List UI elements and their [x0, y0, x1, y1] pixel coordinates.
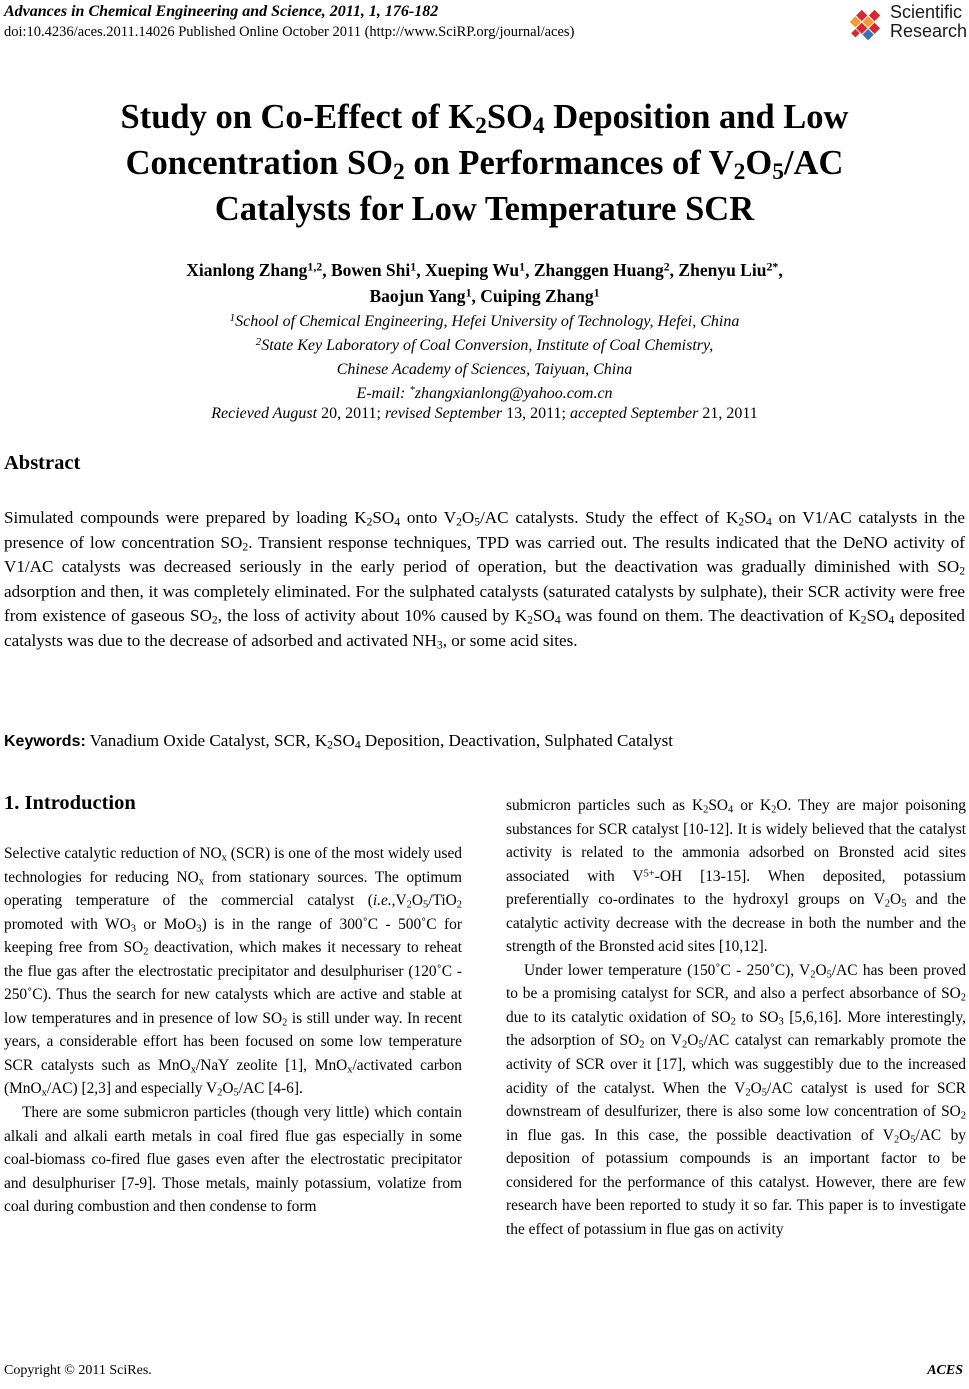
- abstract-text: Simulated compounds were prepared by loading $K_2SO_4$ onto $V_2O_5/AC$ catalysts. Study the effect of $K_2SO_4$ on V1/AC catalysts in the presence of low concentration $SO_2$. Transient response techniques, TPD was carried out. The results indicated that the DeNO activity of V1/AC catalysts was decreased seriously in the early period of operation, but the deactivation was gradually diminished with $SO_2$ adsorption and then, it was completely eliminated. For the sulphated catalysts (saturated catalysts by sulphate), their SCR activity were free from existence of gaseous $SO_2$, the loss of activity about 10% caused by $K_2SO_4$ was found on them. The deactivation of $K_2SO_4$ deposited catalysts was due to the decrease of adsorbed and activated $NH_3$, or some acid sites.: [4, 508, 966, 652]
- affiliation-3: Chinese Academy of Sciences, Taiyuan, China: [336, 361, 633, 378]
- affiliation-2: $^2$State Key Laboratory of Coal Conversion, Institute of Coal Chemistry,: [255, 336, 714, 354]
- publisher-logo: [848, 3, 968, 47]
- right-column: [506, 794, 966, 1241]
- intro-paragraph-3: Under lower temperature (150˚C - 250˚C), $V_2O_5/AC$ has been proved to be a promising catalyst for SCR, and also a perfect absorbance of $SO_2$ due to its catalytic oxidation of $SO_2$ to $SO_3$ [5,6,16]. More interestingly, the adsorption of $SO_2$ on $V_2O_5/AC$ catalyst can remarkably promote the activity of SCR over it [17], which was suggestibly due to the increased acidity of the catalyst. When the $V_2O_5/AC$ catalyst is used for SCR downstream of desulfurizer, there is also some low concentration of $SO_2$ in flue gas. In this case, the possible deactivation of $V_2O_5/AC$ by deposition of potassium compounds is an important factor to be considered for the performance of this catalyst. However, there are few research have been reported to study it so far. This paper is to investigate the effect of potassium in flue gas on activity: [506, 961, 966, 1238]
- doi-line: doi:10.4236/aces.2011.14026 Published Online October 2011 (http://www.SciRP.org/journal/aces): [4, 24, 575, 40]
- affiliations: [0, 310, 969, 406]
- journal-issue: , 2011, 1, 176-182: [321, 3, 439, 20]
- paper-title: Study on Co-Effect of $K_2SO_4$ Deposition and Low Concentration $SO_2$ on Performances of $V_2O_5/AC$ Catalysts for Low Temperature SCR: [120, 98, 849, 228]
- logo-line-1: Scientific: [890, 2, 963, 22]
- journal-abbreviation: ACES: [927, 1363, 963, 1378]
- publisher-logo-mark-icon: [848, 5, 884, 43]
- abstract-heading: Abstract: [4, 452, 81, 474]
- contact-email[interactable]: E-mail: *zhangxianlong@yahoo.com.cn: [356, 384, 613, 402]
- logo-line-2: Research: [890, 21, 968, 41]
- journal-citation: [4, 3, 438, 21]
- journal-name: Advances in Chemical Engineering and Science: [4, 3, 322, 20]
- publisher-logo-text: [890, 3, 967, 41]
- intro-paragraph-1: Selective catalytic reduction of $NO_x$ (SCR) is one of the most widely used technologies for reducing $NO_x$ from stationary sources. The optimum operating temperature of the commercial catalyst ($i.e.,V_2O_5/TiO_2$ promoted with $WO_3$ or MoO$_3$) is in the range of 300˚C - 500˚C for keeping free from $SO_2$ deactivation, which makes it necessary to reheat the flue gas after the electrostatic precipitator and desulphuriser (120˚C - 250˚C). Thus the search for new catalysts which are active and stable at low temperatures and in presence of low $SO_2$ is still under way. In recent years, a considerable effort has been focused on some low temperature SCR catalysts such as MnO$_x$/NaY zeolite [1], MnO$_x$/activated carbon (MnO$_x$/AC) [2,3] and especially $V_2O_5/AC$ [4-6].: [4, 845, 463, 1099]
- keywords-label: Keywords:: [4, 733, 86, 750]
- intro-paragraph-2: There are some submicron particles (though very little) which contain alkali and alkali earth metals in coal fired flue gas especially in some coal-biomass co-fired flue gases even after the electrostatic precipitator and desulphuriser [7-9]. Those metals, mainly potassium, volatize from coal during combustion and then condense to form: [4, 1104, 462, 1216]
- keywords: Keywords: Vanadium Oxide Catalyst, SCR, $K_2SO_4$ Deposition, Deactivation, Sulphated Catalyst: [4, 731, 674, 752]
- submission-dates: Recieved August 20, 2011; revised September 13, 2011; accepted September 21, 2011: [211, 405, 758, 422]
- author-list: Xianlong Zhang$^{1,2}$, Bowen Shi$^1$, Xueping Wu$^1$, Zhanggen Huang$^2$, Zhenyu Liu$^{2*}$, Baojun Yang$^1$, Cuiping Zhang$^1$: [186, 259, 783, 306]
- intro-paragraph-2-continued: submicron particles such as $K_2SO_4$ or $K_2O$. They are major poisoning substances for SCR catalyst [10-12]. It is widely believed that the catalyst activity is related to the ammonia adsorbed on Bronsted acid sites associated with $V^{5+}-OH$ [13-15]. When deposited, potassium preferentially co-ordinates to the hydroxyl groups on $V_2O_5$ and the catalytic activity decrease with the decrease in both the number and the strength of the Bronsted acid sites [10,12].: [506, 797, 966, 956]
- section-heading-introduction: 1. Introduction: [4, 792, 136, 814]
- affiliation-1: $^1$School of Chemical Engineering, Hefei University of Technology, Hefei, China: [229, 312, 740, 330]
- left-column: [4, 842, 462, 1219]
- copyright-footer: Copyright © 2011 SciRes.: [4, 1363, 152, 1378]
